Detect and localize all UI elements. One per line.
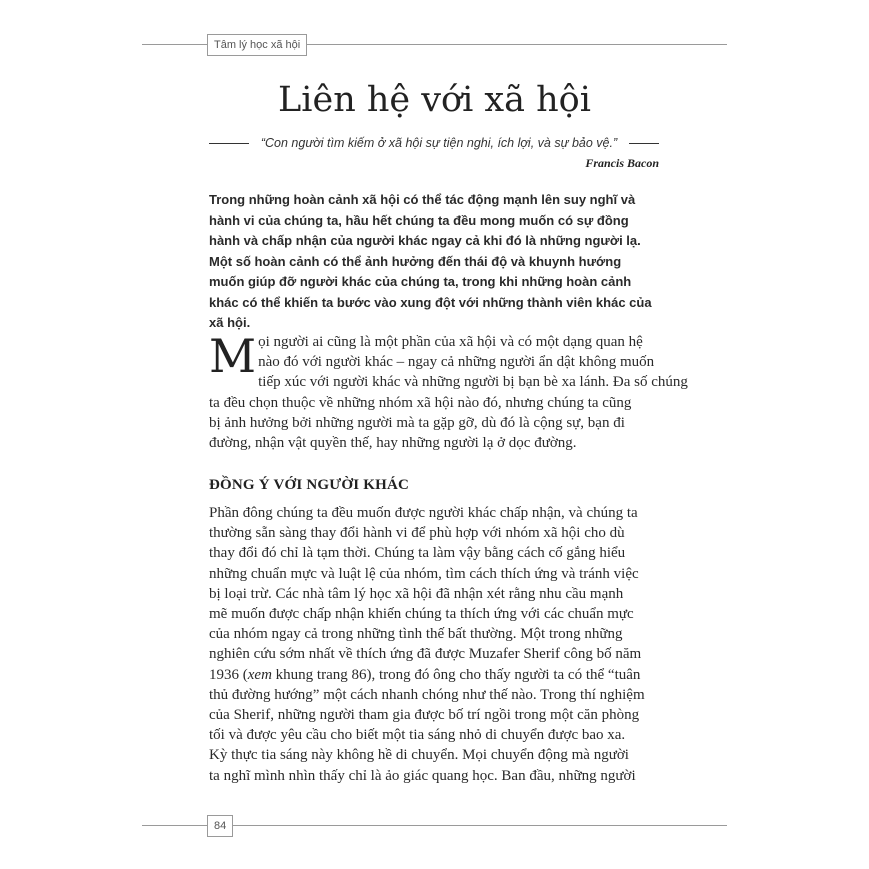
paragraph-line: nghiên cứu sớm nhất về thích ứng đã được Muzafer Sherif công bố năm: [209, 646, 642, 663]
section-paragraph: [209, 503, 661, 786]
paragraph-line: bị ảnh hưởng bởi những người mà ta gặp gỡ, dù đó là cộng sự, bạn đi: [209, 414, 625, 431]
paragraph-line: ọi người ai cũng là một phần của xã hội và có một dạng quan hệ: [258, 334, 643, 350]
paragraph-line: nào đó với người khác – ngay cả những người ẩn dật không muốn: [258, 354, 655, 371]
opening-paragraph: [209, 329, 688, 453]
page-number: 84: [207, 815, 233, 837]
paragraph-line: của nhóm ngay cả trong những tình thế bất thường. Một trong những: [209, 626, 623, 643]
paragraph-line-with-italic: [209, 665, 661, 685]
chapter-title: Liên hệ với xã hội: [278, 80, 591, 120]
italic-see-word: xem: [247, 666, 272, 683]
epigraph: [209, 136, 659, 150]
paragraph-line: những chuẩn mực và luật lệ của nhóm, tìm cách thích ứng và tránh việc: [209, 565, 639, 582]
epigraph-rule-left: [209, 143, 249, 144]
paragraph-line: thủ đường hướng” một cách nhanh chóng như thế nào. Trong thí nghiệm: [209, 686, 645, 703]
paragraph-line: đường, nhận vật quyền thế, hay những người lạ ở dọc đường.: [209, 435, 577, 452]
paragraph-line: tiếp xúc với người khác và những người bị bạn bè xa lánh. Đa số chúng: [258, 374, 688, 391]
paragraph-line: bị loại trừ. Các nhà tâm lý học xã hội đã nhận xét rằng nhu cầu mạnh: [209, 585, 624, 602]
paragraph-line: ta đều chọn thuộc về những nhóm xã hội nào đó, nhưng chúng ta cũng: [209, 394, 632, 411]
paragraph-line: ta nghĩ mình nhìn thấy chỉ là ảo giác quang học. Ban đầu, những người: [209, 767, 636, 784]
line-text-post: khung trang 86), trong đó ông cho thấy người ta có thể “tuân: [271, 666, 641, 683]
paragraph-line: của Sherif, những người tham gia được bố trí ngồi trong một căn phòng: [209, 707, 640, 724]
epigraph-author: Francis Bacon: [585, 156, 659, 170]
paragraph-line: thay đổi đó chỉ là tạm thời. Chúng ta làm vậy bằng cách cố gắng hiểu: [209, 545, 626, 562]
drop-cap: M: [209, 329, 257, 383]
section-heading: ĐỒNG Ý VỚI NGƯỜI KHÁC: [209, 477, 410, 493]
paragraph-line: thường sẵn sàng thay đổi hành vi để phù hợp với nhóm xã hội cho dù: [209, 525, 625, 542]
running-head: Tâm lý học xã hội: [207, 34, 307, 56]
epigraph-quote: “Con người tìm kiếm ở xã hội sự tiện nghi, ích lợi, và sự bảo vệ.”: [260, 136, 618, 150]
paragraph-line: tối và được yêu cầu cho biết một tia sáng nhỏ di chuyển được bao xa.: [209, 727, 626, 744]
epigraph-rule-right: [629, 143, 659, 144]
line-text-pre: 1936 (: [209, 666, 248, 683]
intro-paragraph: Trong những hoàn cảnh xã hội có thể tác động mạnh lên suy nghĩ và hành vi của chúng ta, hầu hết chúng ta đều mong muốn có sự đồng hành và chấp nhận của người khác ngay cả khi đó là những người lạ. Một số hoàn cảnh có thể ảnh hưởng đến thái độ và khuynh hướng muốn giúp đỡ người khác của chúng ta, trong khi những hoàn cảnh khác có thể khiến ta bước vào xung đột với những thành viên khác của xã hội.: [209, 192, 652, 330]
paragraph-line: Kỳ thực tia sáng này không hề di chuyển. Mọi chuyển động mà người: [209, 747, 629, 764]
paragraph-line: Phần đông chúng ta đều muốn được người khác chấp nhận, và chúng ta: [209, 505, 638, 521]
paragraph-line: mẽ muốn được chấp nhận khiến chúng ta thích ứng với các chuẩn mực: [209, 606, 634, 623]
